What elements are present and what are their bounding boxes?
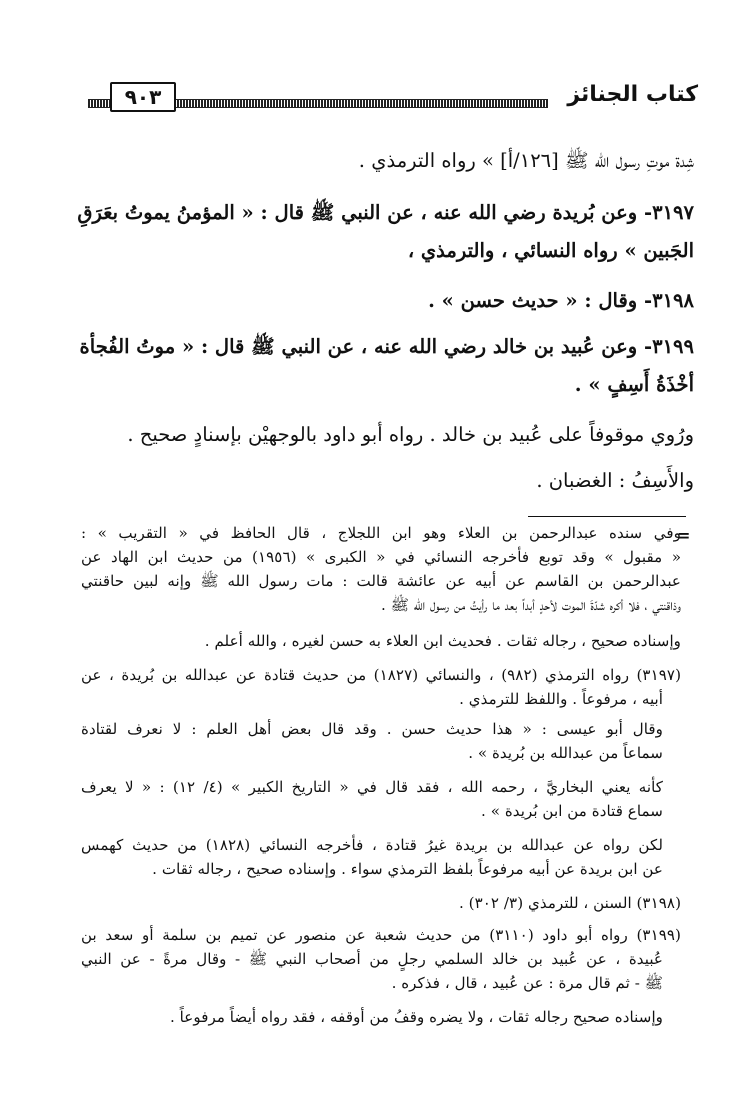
- footnote-line: « مقبول » وقد توبع فأخرجه النسائي في « الكبرى » (١٩٥٦) من حديث ابن الهاد عن: [81, 548, 681, 566]
- footnote-line: عن ابن بريدة عن أبيه مرفوعاً بلفظ الترمذي سواء . وإسناده صحيح ، رجاله ثقات .: [152, 860, 663, 878]
- header-rule-left: [88, 99, 110, 108]
- header-rule: [174, 99, 548, 108]
- hadith-3198-line: ٣١٩٨- وقال : « حديث حسن » .: [428, 289, 694, 312]
- main-line: ورُوي موقوفاً على عُبيد بن خالد . رواه أبو داود بالوجهيْن بإسنادٍ صحيح .: [127, 423, 694, 446]
- continuation-mark: =: [677, 526, 691, 545]
- main-line: والأَسِفُ : الغضبان .: [536, 469, 694, 492]
- footnote-line: وقال أبو عيسى : « هذا حديث حسن . وقد قال بعض أهل العلم : لا نعرف لقتادة: [81, 720, 663, 738]
- footnote-separator: [528, 516, 686, 517]
- footnote-line: وإسناده صحيح رجاله ثقات ، ولا يضره وقفُ من أوقفه ، فقد رواه أيضاً مرفوعاً .: [170, 1008, 663, 1026]
- footnote-line: وإسناده صحيح ، رجاله ثقات . فحديث ابن العلاء به حسن لغيره ، والله أعلم .: [204, 632, 681, 650]
- page-number: ٩٠٣: [110, 82, 176, 112]
- page-header: [88, 82, 698, 112]
- footnote-line: وفي سنده عبدالرحمن بن العلاء وهو ابن اللجلاج ، قال الحافظ في « التقريب » :: [81, 524, 681, 542]
- footnote-3199: (٣١٩٩) رواه أبو داود (٣١١٠) من حديث شعبة عن منصور عن تميم بن سلمة أو سعد بن: [81, 926, 681, 944]
- footnote-line: لكن رواه عن عبدالله بن بريدة غيرُ قتادة ، فأخرجه النسائي (١٨٢٨) من حديث كهمس: [81, 836, 664, 854]
- main-line: شِدة موتِ رسول الله ﷺ [١٢٦/أ] » رواه الترمذي .: [358, 149, 694, 172]
- footnote-3198: (٣١٩٨) السنن ، للترمذي (٣/ ٣٠٢) .: [459, 894, 681, 912]
- footnote-line: ﷺ - ثم قال مرة : عن عُبيد ، قال ، فذكره .: [391, 974, 663, 992]
- footnote-line: أبيه ، مرفوعاً . واللفظ للترمذي .: [459, 690, 663, 708]
- footnote-line: سماع قتادة من ابن بُريدة » .: [481, 802, 663, 820]
- footnote-line: عبدالرحمن بن القاسم عن أبيه عن عائشة قالت : مات رسول الله ﷺ وإنه لبين حاقنتي: [81, 572, 681, 590]
- hadith-3199-line-1: ٣١٩٩- وعن عُبيد بن خالد رضي الله عنه ، عن النبي ﷺ قال : « موتُ الفُجأة: [79, 335, 694, 358]
- footnote-line: وذاقنتي ، فلا أكره شدّةَ الموت لأحدٍ أبداً بعد ما رأيتُ من رسول الله ﷺ .: [380, 596, 681, 614]
- footnote-3197: (٣١٩٧) رواه الترمذي (٩٨٢) ، والنسائي (١٨٢٧) من حديث قتادة عن عبدالله بن بُريدة ، عن: [81, 666, 681, 684]
- hadith-3197-line-2: الجَبين » رواه النسائي ، والترمذي ،: [407, 239, 694, 262]
- hadith-3197-line-1: ٣١٩٧- وعن بُريدة رضي الله عنه ، عن النبي ﷺ قال : « المؤمنُ يموتُ بعَرَقِ: [77, 201, 694, 224]
- book-title: كتاب الجنائز: [567, 82, 698, 107]
- footnote-line: عُبيدة ، عن عُبيد بن خالد السلمي رجلٍ من أصحاب النبي ﷺ - وقال مرةً - عن النبي: [81, 950, 663, 968]
- footnote-line: كأنه يعني البخاريَّ ، رحمه الله ، فقد قال في « التاريخ الكبير » (٤/ ١٢) : « لا يعرف: [81, 778, 663, 796]
- hadith-3199-line-2: أخْذَةُ أَسِفٍ » .: [574, 373, 694, 396]
- footnote-line: سماعاً من عبدالله بن بُريدة » .: [468, 744, 663, 762]
